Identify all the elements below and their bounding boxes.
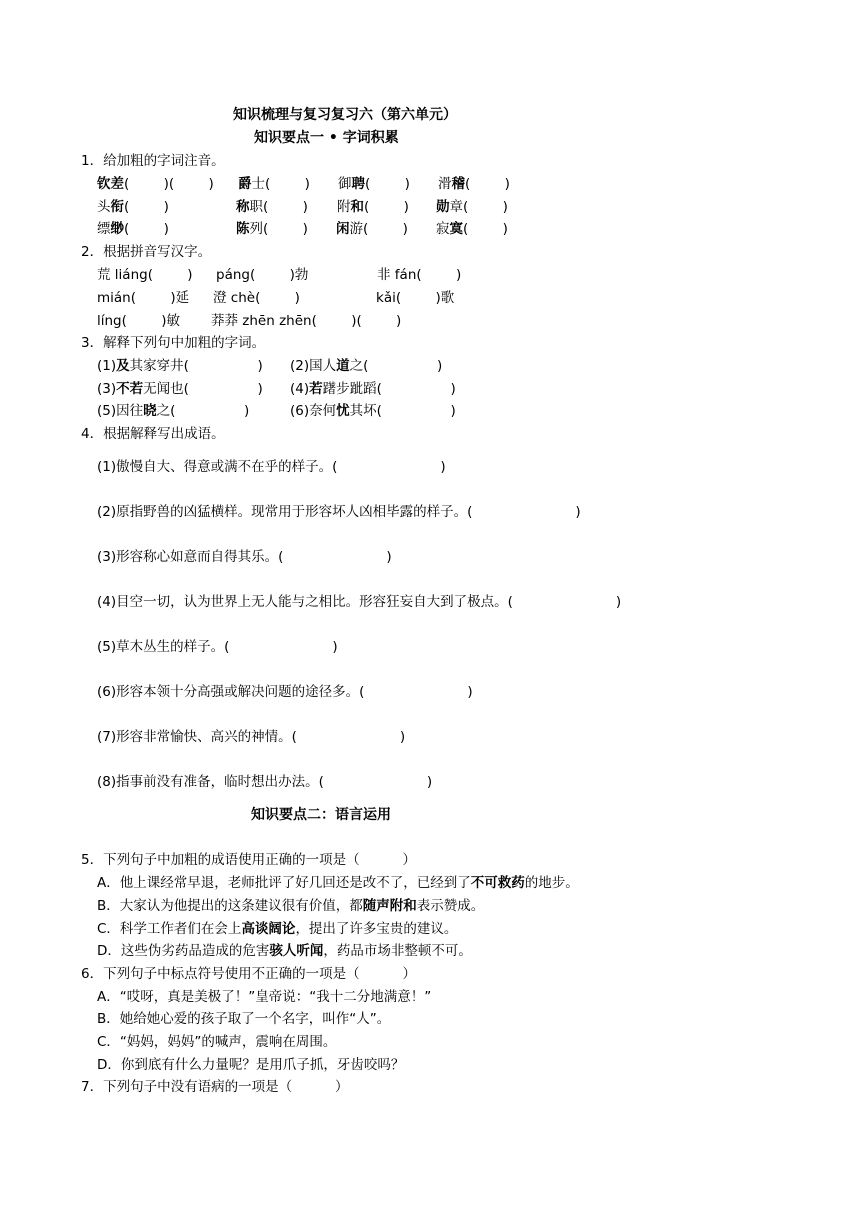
q4-item: (5)草木丛生的样子。( ) bbox=[97, 639, 338, 655]
q1-item: 寂寞( ) bbox=[436, 221, 508, 237]
q4-item: (7)形容非常愉快、高兴的神情。( ) bbox=[97, 729, 406, 745]
q1-item: 陈列( ) bbox=[236, 221, 308, 237]
q6-option: B．她给她心爱的孩子取了一个名字，叫作“人”。 bbox=[97, 1011, 391, 1027]
q5-option: C．科学工作者们在会上高谈阔论，提出了许多宝贵的建议。 bbox=[97, 921, 458, 937]
q6-option: D．你到底有什么力量呢？是用爪子抓，牙齿咬吗？ bbox=[97, 1057, 405, 1073]
q4-item: (8)指事前没有准备，临时想出办法。( ) bbox=[97, 774, 433, 790]
q4-item: (2)原指野兽的凶猛横样。现常用于形容坏人凶相毕露的样子。( ) bbox=[97, 504, 581, 520]
q3-item: (1)及其家穿井( ) bbox=[97, 358, 263, 374]
page-title: 知识梳理与复习复习六（第六单元） bbox=[233, 107, 457, 123]
q3-item: (2)国人道之( ) bbox=[290, 358, 443, 374]
q2-item: 非 fán( ) bbox=[377, 267, 462, 283]
question-1-stem: 1．给加粗的字词注音。 bbox=[81, 153, 225, 169]
question-5-stem: 5．下列句子中加粗的成语使用正确的一项是（ ） bbox=[81, 852, 417, 868]
q2-item: 荒 liáng( ) bbox=[97, 267, 193, 283]
section-title-2: 知识要点二：语言运用 bbox=[251, 807, 391, 823]
q3-item: (3)不若无闻也( ) bbox=[97, 381, 263, 397]
question-2-stem: 2．根据拼音写汉字。 bbox=[81, 244, 212, 260]
q1-item: 缥缈( ) bbox=[97, 221, 169, 237]
q1-item: 称职( ) bbox=[236, 199, 308, 215]
q1-item: 附和( ) bbox=[337, 199, 409, 215]
q1-item: 滑稽( ) bbox=[438, 176, 510, 192]
q2-item: kǎi( )歌 bbox=[376, 290, 455, 306]
q3-item: (6)奈何忧其坏( ) bbox=[290, 403, 456, 419]
q2-item: mián( )延 bbox=[97, 290, 190, 306]
question-7-stem: 7．下列句子中没有语病的一项是（ ） bbox=[81, 1079, 349, 1095]
q1-item: 御聘( ) bbox=[338, 176, 410, 192]
section-title-1: 知识要点一 • 字词积累 bbox=[254, 130, 399, 146]
q2-item: 澄 chè( ) bbox=[213, 290, 300, 306]
q6-option: A．“哎呀，真是美极了！”皇帝说：“我十二分地满意！” bbox=[97, 989, 432, 1005]
q4-item: (6)形容本领十分高强或解决问题的途径多。( ) bbox=[97, 684, 473, 700]
q2-item: 莽莽 zhēn zhēn( )( ) bbox=[211, 313, 402, 329]
q4-item: (4)目空一切，认为世界上无人能与之相比。形容狂妄自大到了极点。( ) bbox=[97, 594, 622, 610]
q3-item: (4)若躇步跐蹈( ) bbox=[290, 381, 456, 397]
q5-option: D．这些伪劣药品造成的危害骇人听闻，药品市场非整顿不可。 bbox=[97, 943, 472, 959]
q1-item: 勋章( ) bbox=[436, 199, 508, 215]
q3-item: (5)因往晓之( ) bbox=[97, 403, 250, 419]
q4-item: (1)傲慢自大、得意或满不在乎的样子。( ) bbox=[97, 459, 446, 475]
question-6-stem: 6．下列句子中标点符号使用不正确的一项是（ ） bbox=[81, 966, 417, 982]
q2-item: líng( )敏 bbox=[97, 313, 180, 329]
q6-option: C．“妈妈，妈妈”的喊声，震响在周围。 bbox=[97, 1034, 337, 1050]
q1-item: 钦差( )( ) bbox=[97, 176, 214, 192]
q4-item: (3)形容称心如意而自得其乐。( ) bbox=[97, 549, 392, 565]
question-3-stem: 3．解释下列句中加粗的字词。 bbox=[81, 335, 266, 351]
question-4-stem: 4．根据解释写出成语。 bbox=[81, 426, 225, 442]
q5-option: A．他上课经常早退，老师批评了好几回还是改不了，已经到了不可救药的地步。 bbox=[97, 875, 579, 891]
q1-item: 头衔( ) bbox=[97, 199, 169, 215]
q5-option: B．大家认为他提出的这条建议很有价值，都随声附和表示赞成。 bbox=[97, 898, 485, 914]
q1-item: 闲游( ) bbox=[336, 221, 408, 237]
q1-item: 爵士( ) bbox=[238, 176, 310, 192]
q2-item: páng( )勃 bbox=[216, 267, 309, 283]
